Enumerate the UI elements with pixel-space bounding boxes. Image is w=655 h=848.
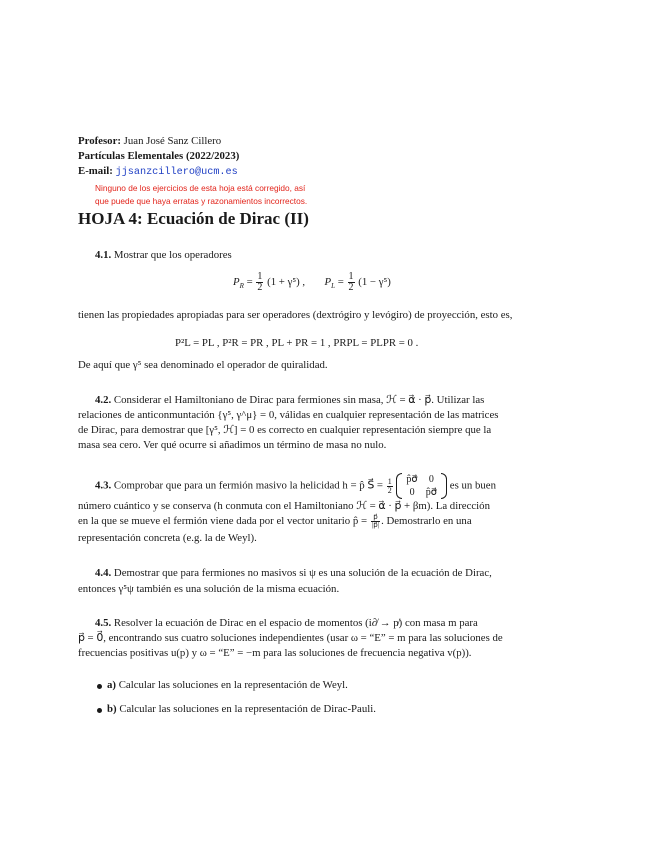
ex2-line-2: relaciones de anticonmuntación {γ⁵, γ^μ} = 0, válidas en cualquier representación de las matrices	[78, 409, 499, 421]
ex1-text-3: De aquí que γ⁵ sea denominado el operador de quiralidad.	[78, 359, 328, 371]
email-label: E-mail:	[78, 165, 113, 177]
course-name: Partículas Elementales (2022/2023)	[78, 150, 240, 162]
ex4-line-1: 4.4. Demostrar que para fermiones no masivos si ψ es una solución de la ecuación de Dirac,	[95, 567, 492, 579]
ex5-line-3: frecuencias positivas u(p) y ω = “E” = −m para las soluciones de frecuencia negativa v(p)).	[78, 647, 472, 659]
ex5-number: 4.5.	[95, 617, 112, 629]
notice-line-1: Ninguno de los ejercicios de esta hoja está corregido, así	[95, 183, 306, 193]
profesor-line	[78, 134, 221, 149]
notice-line-2: que puede que haya erratas y razonamientos incorrectos.	[95, 196, 308, 206]
page-title: HOJA 4: Ecuación de Dirac (II)	[78, 209, 309, 228]
ex3-line-1: 4.3. Comprobar que para un fermión masivo la helicidad h = p̂ S⃗ = $\frac{1}{2}$ p̂σ⃗ 0 0 p̂σ⃗ es un buen	[95, 474, 496, 498]
profesor-name: Juan José Sanz Cillero	[123, 135, 222, 147]
email-link[interactable]: jjsanzcillero@ucm.es	[115, 167, 238, 178]
ex3-line-2: número cuántico y se conserva (h conmuta con el Hamiltoniano ℋ = α⃗ · p⃗ + βm). La dirección	[78, 500, 490, 512]
ex1-number: 4.1.	[95, 249, 112, 261]
fraction-half-3: $\frac{1}{2}$	[387, 476, 392, 495]
ex5-item-b: b) Calcular las soluciones en la representación de Dirac-Pauli.	[107, 703, 376, 715]
ex3-line-3: en la que se mueve el fermión viene dada por el vector unitario p̂ = $\frac{p⃗}{|p⃗|}$ . Demostrarlo en una	[78, 513, 472, 530]
email-line	[78, 164, 238, 180]
ex1-intro-line	[95, 248, 232, 263]
ex5-item-a: a) Calcular las soluciones en la representación de Weyl.	[107, 679, 348, 691]
ex2-line-4: masa sea cero. Ver qué ocurre si añadimos un término de masa no nulo.	[78, 439, 387, 451]
ex4-number: 4.4.	[95, 567, 112, 579]
ex3-number: 4.3.	[95, 479, 112, 492]
fraction-half: $\frac{1}{2}$	[257, 271, 263, 293]
ex2-line-1: 4.2. Considerar el Hamiltoniano de Dirac para fermiones sin masa, ℋ = α⃗ · p⃗. Utilizar las	[95, 394, 485, 406]
fraction-half-2: $\frac{1}{2}$	[348, 271, 354, 293]
unit-vector-fraction: $\frac{p⃗}{|p⃗|}$	[371, 513, 380, 530]
ex1-properties-equation: P²L = PL , P²R = PR , PL + PR = 1 , PRPL = PLPR = 0 .	[175, 337, 419, 349]
ex1-text-2: tienen las propiedades apropiadas para ser operadores (dextrógiro y levógiro) de proyección, esto es,	[78, 309, 513, 321]
ex2-line-3: de Dirac, para demostrar que [γ⁵, ℋ] = 0 es correcto en cualquier representación siempre que la	[78, 424, 492, 436]
ex5-line-2: p⃗ = 0⃗, encontrando sus cuatro soluciones independientes (usar ω = “E” = m para las soluciones de	[78, 632, 503, 644]
ex1-intro: Mostrar que los operadores	[113, 249, 232, 261]
profesor-label: Profesor:	[78, 135, 121, 147]
bullet-icon	[97, 708, 102, 713]
bullet-icon	[97, 684, 102, 689]
ex4-line-2: entonces γ⁵ψ también es una solución de la misma ecuación.	[78, 583, 340, 595]
ex5-line-1: 4.5. Resolver la ecuación de Dirac en el espacio de momentos (i∂̸ → p̸) con masa m para	[95, 617, 478, 629]
ex1-projector-equation: $P_R$ = $\frac{1}{2}$ (1 + γ⁵) , $P_L$ = $\frac{1}{2}$ (1 − γ⁵)	[233, 271, 391, 293]
ex2-number: 4.2.	[95, 394, 112, 406]
helicity-matrix: p̂σ⃗ 0 0 p̂σ⃗	[396, 473, 447, 499]
ex3-line-4: representación concreta (e.g. la de Weyl).	[78, 532, 257, 544]
